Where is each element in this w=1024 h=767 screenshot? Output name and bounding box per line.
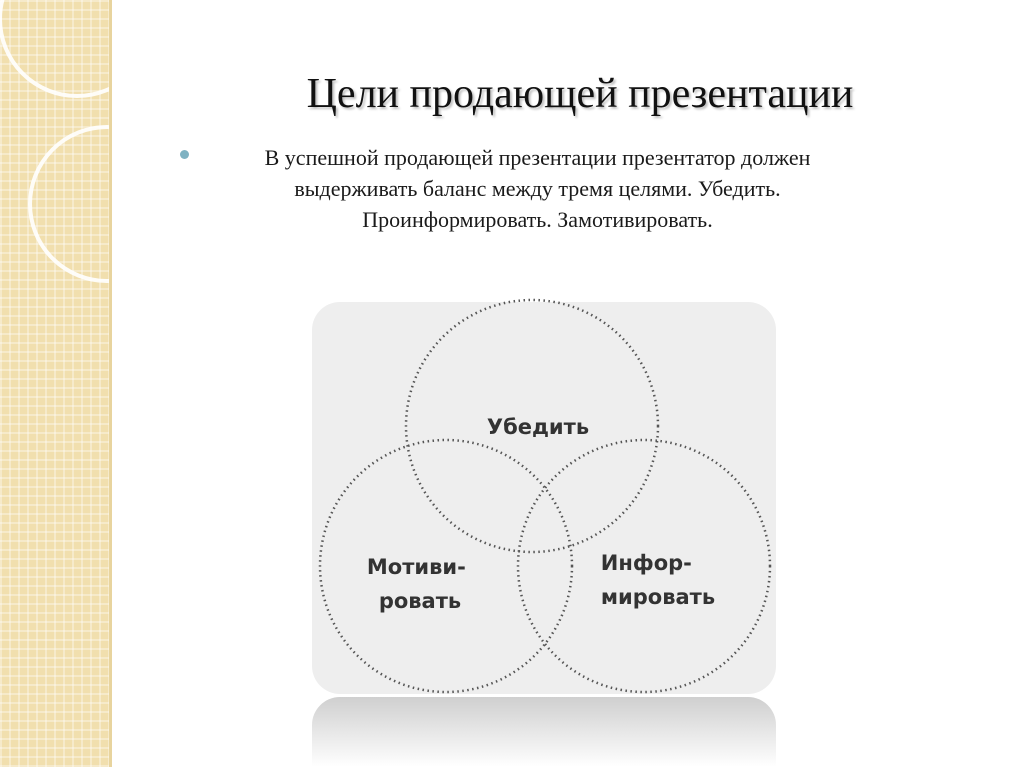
circle-label-motivate: Мотиви- ровать <box>366 555 466 613</box>
bullet-text: В успешной продающей презентации презентатор должен выдерживать баланс между тремя целями. Убедить. Проинформировать. Замотивировать. <box>264 145 811 232</box>
circle-label-persuade: Убедить <box>486 415 590 439</box>
circle-label-inform: Инфор- мировать <box>600 551 716 609</box>
slide-title: Цели продающей презентации <box>306 71 854 117</box>
